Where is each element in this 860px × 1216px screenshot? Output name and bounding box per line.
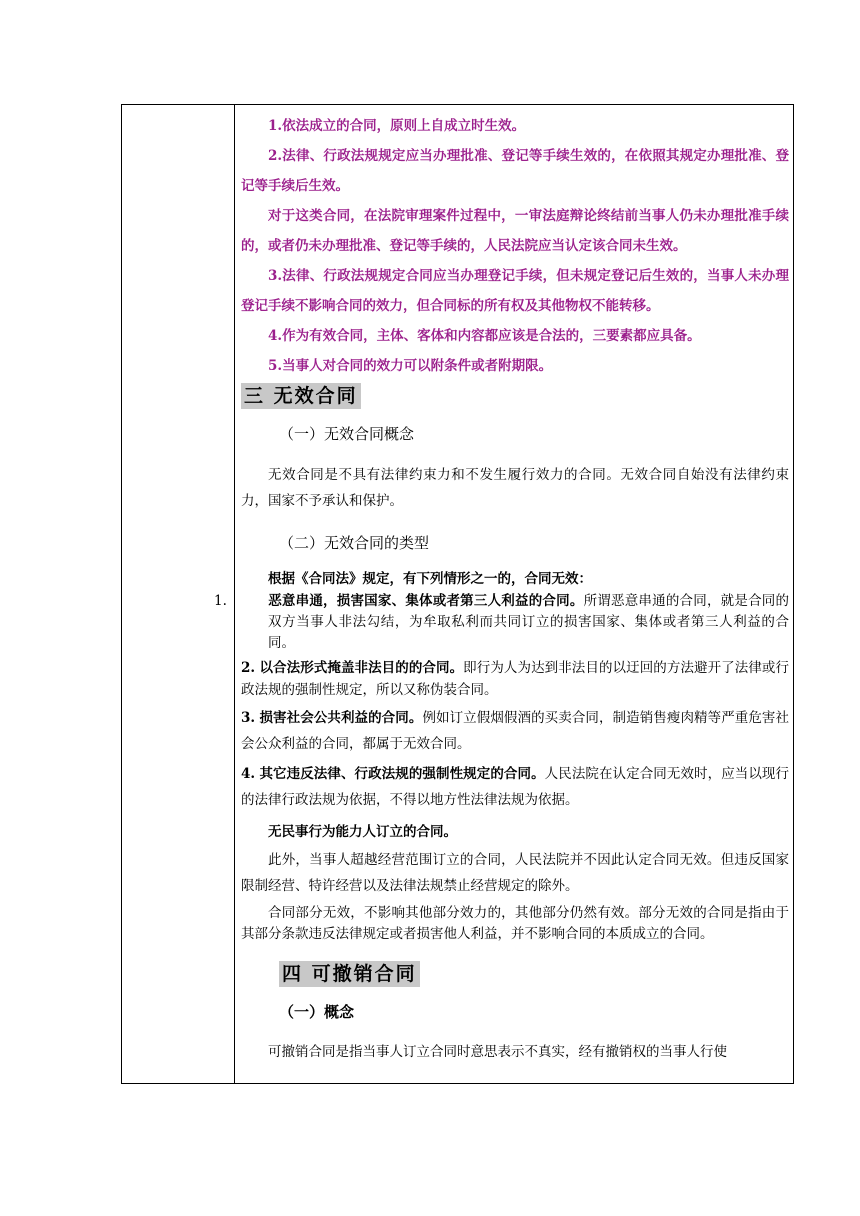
item-number: 4.: [241, 766, 256, 782]
void-type-item-1: [214, 591, 790, 654]
item-text: 所谓恶意串通的合同，就是合同的双方当事人非法勾结，为牟取私利而共同订立的损害国家、集体或者第三人利益的合同。: [268, 593, 790, 651]
effect-rule-2: 2.法律、行政法规规定应当办理批准、登记等手续生效的，在依照其规定办理批准、登记等手续后生效。: [241, 148, 789, 194]
void-types-intro: 根据《合同法》规定，有下列情形之一的，合同无效：: [268, 571, 592, 587]
effect-rule-2-note: 对于这类合同，在法院审理案件过程中，一审法庭辩论终结前当事人仍未办理批准手续的，或者仍未办理批准、登记等手续的，人民法院应当认定该合同未生效。: [241, 208, 789, 254]
effect-rule-1: 1.依法成立的合同，原则上自成立时生效。: [268, 118, 526, 134]
effect-rule-3: 3.法律、行政法规规定合同应当办理登记手续，但未规定登记后生效的，当事人未办理登记手续不影响合同的效力，但合同标的所有权及其他物权不能转移。: [241, 268, 789, 314]
item-text: 即行为人为达到非法目的以迂回的方法避开了法律或行政法规的强制性规定，所以又称伪装合同。: [241, 660, 790, 698]
void-type-extra: 无民事行为能力人订立的合同。: [268, 824, 457, 840]
item-text: 人民法院在认定合同无效时，应当以现行的法律行政法规为依据，不得以地方性法律法规为依据。: [241, 766, 790, 808]
item-bold-title: 其它违反法律、行政法规的强制性规定的合同。: [259, 766, 545, 782]
revocable-contract-definition: 可撤销合同是指当事人订立合同时意思表示不真实，经有撤销权的当事人行使: [268, 1044, 727, 1060]
item-number: 1.: [214, 593, 227, 609]
item-number: 2.: [241, 660, 256, 676]
item-bold-title: 损害社会公共利益的合同。: [259, 710, 423, 726]
void-type-item-3: [241, 705, 789, 757]
void-type-item-4: [241, 761, 789, 813]
section-4-subheading-concept: （一）概念: [279, 1003, 355, 1021]
section-4-heading: 四 可撤销合同: [279, 961, 420, 987]
item-text: 例如订立假烟假酒的买卖合同，制造销售瘦肉精等严重危害社会公众利益的合同，都属于无效合同。: [241, 710, 790, 752]
content-table: [121, 104, 794, 1084]
item-bold-title: 以合法形式掩盖非法目的的合同。: [259, 660, 464, 676]
void-contract-definition: 无效合同是不具有法律约束力和不发生履行效力的合同。无效合同自始没有法律约束力，国家不予承认和保护。: [241, 467, 789, 509]
right-column-content: [214, 111, 790, 1064]
item-bold-title: 恶意串通，损害国家、集体或者第三人利益的合同。: [268, 593, 584, 609]
section-3-subheading-types: （二）无效合同的类型: [279, 534, 430, 552]
section-3-subheading-concept: （一）无效合同概念: [279, 425, 415, 443]
item-number: 3.: [241, 710, 256, 726]
void-type-item-2: [241, 657, 789, 701]
effect-rule-4: 4.作为有效合同，主体、客体和内容都应该是合法的，三要素都应具备。: [268, 328, 701, 344]
void-note-partial: 合同部分无效，不影响其他部分效力的，其他部分仍然有效。部分无效的合同是指由于其部分条款违反法律规定或者损害他人利益，并不影响合同的本质成立的合同。: [241, 905, 789, 942]
section-3-heading: 三 无效合同: [241, 383, 361, 409]
void-note-scope: 此外，当事人超越经营范围订立的合同，人民法院并不因此认定合同无效。但违反国家限制经营、特许经营以及法律法规禁止经营规定的除外。: [241, 852, 789, 894]
effect-rule-5: 5.当事人对合同的效力可以附条件或者附期限。: [268, 358, 553, 374]
